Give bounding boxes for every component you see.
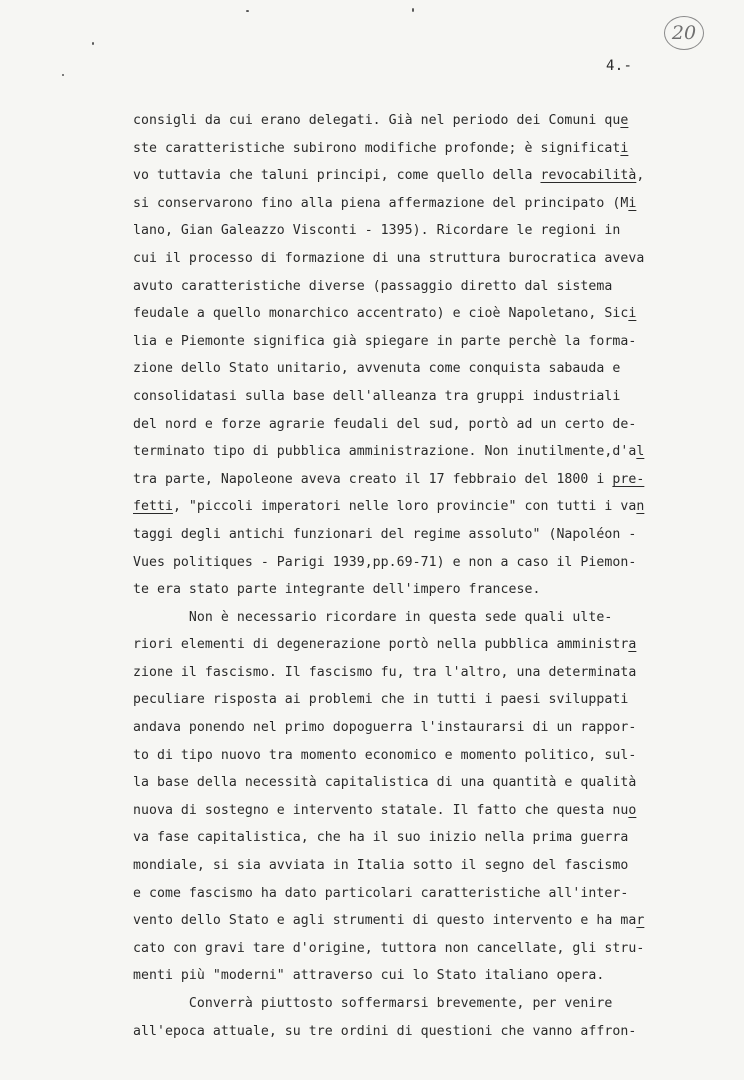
ink-speck: [412, 8, 414, 12]
text-segment: to di tipo nuovo tra momento economico e momento politico, sul-: [133, 747, 637, 763]
text-segment: ,: [636, 168, 645, 184]
text-segment: , "piccoli imperatori nelle loro provincie" con tutti i va: [172, 499, 637, 515]
text-line: [133, 990, 708, 1018]
text-line: [133, 797, 708, 825]
underlined-text: fetti: [133, 499, 173, 515]
text-line: [133, 824, 708, 852]
ink-speck: [62, 74, 64, 76]
text-segment: zione dello Stato unitario, avvenuta come conquista sabauda e: [133, 361, 621, 377]
text-line: [133, 631, 708, 659]
underlined-text: i: [628, 306, 637, 322]
text-line: [133, 438, 708, 466]
page-stamp: 20: [664, 16, 704, 50]
text-line: [133, 1018, 708, 1046]
text-line: [133, 686, 708, 714]
text-line: [133, 411, 708, 439]
text-line: [133, 742, 708, 770]
underlined-text: revocabilità: [540, 168, 637, 184]
text-segment: all'epoca attuale, su tre ordini di questioni che vanno affron-: [133, 1023, 637, 1039]
text-line: [133, 107, 708, 135]
text-line: [133, 880, 708, 908]
text-segment: mondiale, si sia avviata in Italia sotto il segno del fascismo: [133, 858, 629, 874]
text-segment: del nord e forze agrarie feudali del sud, portò ad un certo de-: [133, 416, 637, 432]
typewritten-body: [133, 107, 708, 1045]
text-line: [133, 962, 708, 990]
text-line: [133, 604, 708, 632]
text-segment: Converrà piuttosto soffermarsi brevemente, per venire: [133, 996, 613, 1011]
text-segment: e come fascismo ha dato particolari caratteristiche all'inter-: [133, 885, 629, 901]
underlined-text: o: [628, 802, 637, 818]
text-line: [133, 659, 708, 687]
text-line: [133, 217, 708, 245]
underlined-text: a: [628, 637, 637, 653]
text-segment: si conservarono fino alla piena affermazione del principato (M: [133, 195, 629, 211]
underlined-text: r: [636, 913, 645, 929]
underlined-text: i: [620, 140, 629, 156]
text-line: [133, 162, 708, 190]
text-line: [133, 328, 708, 356]
text-segment: cato con gravi tare d'origine, tuttora non cancellate, gli stru-: [133, 940, 645, 956]
text-segment: nuova di sostegno e intervento statale. Il fatto che questa nu: [133, 802, 629, 818]
text-line: [133, 466, 708, 494]
text-segment: consolidatasi sulla base dell'alleanza tra gruppi industriali: [133, 388, 621, 404]
page-number: 4.-: [606, 58, 633, 74]
text-line: [133, 935, 708, 963]
text-segment: vo tuttavia che taluni principi, come quello della: [133, 168, 541, 184]
underlined-text: l: [636, 444, 645, 460]
text-segment: tra parte, Napoleone aveva creato il 17 febbraio del 1800 i: [133, 471, 613, 487]
text-line: [133, 273, 708, 301]
text-segment: Vues politiques - Parigi 1939,pp.69-71) e non a caso il Piemon-: [133, 554, 637, 570]
text-segment: andava ponendo nel primo dopoguerra l'instaurarsi di un rappor-: [133, 720, 637, 736]
text-line: [133, 852, 708, 880]
text-segment: Non è necessario ricordare in questa sede quali ulte-: [133, 609, 613, 625]
text-line: [133, 190, 708, 218]
underlined-text: e: [620, 113, 629, 128]
text-segment: vento dello Stato e agli strumenti di questo intervento e ha ma: [133, 913, 637, 929]
text-line: [133, 769, 708, 797]
underlined-text: i: [628, 195, 637, 211]
text-segment: avuto caratteristiche diverse (passaggio diretto dal sistema: [133, 278, 613, 294]
text-line: [133, 245, 708, 273]
text-segment: va fase capitalistica, che ha il suo inizio nella prima guerra: [133, 830, 629, 846]
text-segment: consigli da cui erano delegati. Già nel periodo dei Comuni qu: [133, 113, 621, 128]
underlined-text: n: [636, 499, 645, 515]
text-line: [133, 549, 708, 577]
ink-speck: [92, 42, 94, 45]
text-line: [133, 300, 708, 328]
text-segment: lia e Piemonte significa già spiegare in parte perchè la forma-: [133, 333, 637, 349]
text-line: [133, 135, 708, 163]
text-segment: taggi degli antichi funzionari del regime assoluto" (Napoléon -: [133, 526, 637, 542]
text-line: [133, 355, 708, 383]
text-segment: menti più "moderni" attraverso cui lo Stato italiano opera.: [133, 968, 605, 984]
text-line: [133, 493, 708, 521]
text-line: [133, 383, 708, 411]
text-segment: feudale a quello monarchico accentrato) e cioè Napoletano, Sic: [133, 306, 629, 322]
ink-speck: [246, 10, 249, 12]
text-segment: zione il fascismo. Il fascismo fu, tra l'altro, una determinata: [133, 664, 637, 680]
text-line: [133, 521, 708, 549]
text-segment: ste caratteristiche subirono modifiche profonde; è significat: [133, 140, 621, 156]
text-segment: te era stato parte integrante dell'impero francese.: [133, 582, 541, 598]
text-segment: cui il processo di formazione di una struttura burocratica aveva: [133, 250, 645, 266]
text-segment: terminato tipo di pubblica amministrazione. Non inutilmente,d'a: [133, 444, 637, 460]
underlined-text: pre-: [612, 471, 645, 487]
text-segment: lano, Gian Galeazzo Visconti - 1395). Ricordare le regioni in: [133, 223, 621, 239]
text-line: [133, 907, 708, 935]
text-segment: la base della necessità capitalistica di una quantità e qualità: [133, 775, 637, 791]
text-segment: peculiare risposta ai problemi che in tutti i paesi sviluppati: [133, 692, 629, 708]
text-line: [133, 576, 708, 604]
text-line: [133, 714, 708, 742]
text-segment: riori elementi di degenerazione portò nella pubblica amministr: [133, 637, 629, 653]
